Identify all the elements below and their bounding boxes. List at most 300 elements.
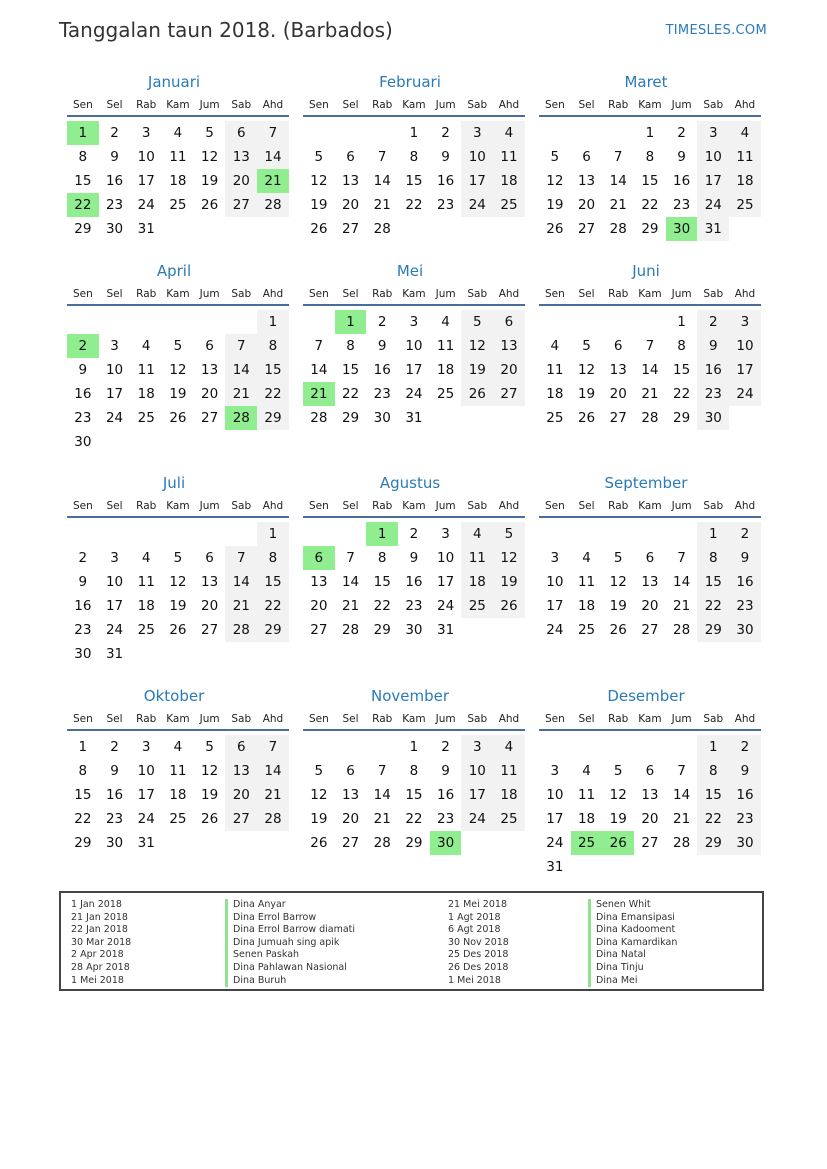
month-name: April (156, 262, 192, 280)
empty-cell (99, 310, 131, 334)
day-cell: 8 (377, 550, 387, 566)
weekday-label: Sab (467, 288, 488, 300)
day-cell: 31 (405, 410, 423, 426)
month-name: Juni (632, 262, 660, 280)
day-cell: 22 (697, 807, 729, 831)
day-cell: 4 (493, 735, 525, 759)
day-cell: 28 (373, 221, 391, 237)
day-cell: 15 (74, 173, 92, 189)
weekday-header (539, 498, 761, 518)
legend-date: 1 Mei 2018 (71, 974, 124, 986)
day-cell: 15 (373, 574, 391, 590)
day-cell: 3 (550, 550, 560, 566)
weekday-header (67, 97, 289, 117)
day-cell: 29 (405, 835, 423, 851)
weekday-label: Ahd (262, 99, 284, 111)
empty-cell (130, 310, 162, 334)
day-cell: 11 (729, 145, 761, 169)
day-cell: 10 (405, 338, 423, 354)
day-cell: 24 (105, 622, 124, 638)
empty-cell (67, 522, 99, 546)
legend-date: 6 Agt 2018 (448, 924, 501, 936)
day-cell: 21 (225, 382, 257, 406)
day-cell: 17 (137, 787, 155, 803)
day-cell: 29 (74, 221, 92, 237)
day-cell: 3 (110, 338, 119, 354)
legend-holiday-name: Dina Natal (588, 949, 677, 962)
day-cell: 13 (493, 334, 525, 358)
holiday-day-cell: 1 (67, 121, 99, 145)
day-cell: 20 (641, 598, 659, 614)
weekday-label: Sen (72, 288, 93, 300)
day-cell: 23 (373, 386, 391, 402)
weekday-header (539, 97, 761, 117)
weekday-label: Kam (638, 713, 662, 725)
day-cell: 11 (577, 574, 596, 590)
day-cell: 6 (205, 338, 214, 354)
day-cell: 2 (677, 125, 686, 141)
day-cell: 19 (493, 570, 525, 594)
day-cell: 14 (641, 362, 659, 378)
day-cell: 1 (409, 739, 419, 755)
empty-cell (571, 310, 603, 334)
empty-cell (67, 310, 99, 334)
month-maret (539, 72, 761, 241)
month-name: Oktober (143, 687, 205, 705)
day-cell: 24 (546, 622, 564, 638)
day-cell: 30 (74, 434, 92, 450)
day-cell: 22 (257, 594, 289, 618)
weekday-label: Kam (166, 288, 190, 300)
legend-holiday-name: Dina Pahlawan Nasional (225, 962, 355, 975)
empty-cell (225, 522, 257, 546)
month-november (303, 686, 525, 855)
day-cell: 9 (697, 334, 729, 358)
day-cell: 14 (673, 787, 691, 803)
day-cell: 26 (310, 835, 328, 851)
day-cell: 28 (257, 807, 289, 831)
day-cell: 17 (105, 386, 124, 402)
weekday-label: Rab (136, 99, 157, 111)
day-cell: 3 (461, 735, 493, 759)
day-cell: 27 (493, 382, 525, 406)
day-cell: 19 (310, 197, 328, 213)
month-oktober (67, 686, 289, 855)
day-cell: 21 (673, 811, 691, 827)
day-cell: 9 (110, 763, 119, 779)
day-cell: 5 (314, 149, 324, 165)
day-cell: 16 (673, 173, 691, 189)
weekday-header (539, 286, 761, 306)
month-name: Mei (396, 262, 424, 280)
weekday-label: Kam (166, 713, 190, 725)
day-cell: 20 (225, 783, 257, 807)
day-cell: 29 (257, 406, 289, 430)
day-cell: 6 (582, 149, 591, 165)
legend-holiday-name: Dina Jumuah sing apik (225, 937, 355, 950)
day-cell: 24 (729, 382, 761, 406)
day-cell: 23 (105, 197, 124, 213)
day-cell: 20 (310, 598, 328, 614)
empty-cell (539, 310, 571, 334)
day-cell: 25 (169, 197, 187, 213)
legend-holiday-name: Dina Kadooment (588, 924, 677, 937)
empty-cell (539, 121, 571, 145)
day-cell: 24 (697, 193, 729, 217)
day-cell: 30 (405, 622, 423, 638)
day-cell: 2 (377, 314, 387, 330)
day-cell: 23 (74, 622, 92, 638)
day-cell: 31 (105, 646, 124, 662)
day-cell: 4 (141, 550, 151, 566)
weekday-label: Sel (578, 99, 595, 111)
day-cell: 16 (437, 173, 455, 189)
holiday-day-cell: 1 (335, 310, 367, 334)
month-name: September (604, 474, 688, 492)
holiday-day-cell: 25 (571, 831, 603, 855)
day-cell: 6 (645, 763, 655, 779)
day-cell: 10 (105, 362, 124, 378)
day-cell: 25 (169, 811, 187, 827)
day-cell: 21 (609, 197, 627, 213)
day-cell: 18 (577, 598, 596, 614)
weekday-label: Kam (638, 500, 662, 512)
day-cell: 8 (346, 338, 355, 354)
day-cell: 12 (609, 574, 627, 590)
day-cell: 21 (341, 598, 360, 614)
day-cell: 7 (257, 121, 289, 145)
day-cell: 11 (137, 574, 155, 590)
day-cell: 4 (173, 125, 183, 141)
day-cell: 19 (169, 598, 187, 614)
day-cell: 22 (373, 598, 391, 614)
day-cell: 24 (546, 835, 564, 851)
weekday-label: Sen (72, 713, 93, 725)
weekday-label: Sel (578, 713, 595, 725)
weekday-label: Sen (308, 99, 329, 111)
day-cell: 19 (461, 358, 493, 382)
day-cell: 18 (493, 783, 525, 807)
day-cell: 13 (577, 173, 596, 189)
day-cell: 8 (78, 149, 88, 165)
weekday-label: Sen (544, 288, 565, 300)
weekday-label: Rab (136, 288, 157, 300)
weekday-label: Rab (372, 500, 393, 512)
day-cell: 20 (641, 811, 659, 827)
legend-date: 1 Mei 2018 (448, 974, 501, 986)
day-cell: 8 (409, 149, 419, 165)
day-cell: 28 (225, 618, 257, 642)
day-cell: 28 (373, 835, 391, 851)
day-cell: 21 (641, 386, 659, 402)
day-cell: 15 (697, 783, 729, 807)
day-cell: 2 (729, 735, 761, 759)
day-cell: 25 (437, 386, 455, 402)
day-cell: 26 (577, 410, 596, 426)
month-name: Desember (607, 687, 685, 705)
day-cell: 8 (697, 546, 729, 570)
day-cell: 26 (169, 622, 187, 638)
brand-link[interactable]: TIMESLES.COM (665, 23, 767, 38)
day-cell: 14 (310, 362, 328, 378)
weekday-header (303, 498, 525, 518)
day-cell: 12 (201, 763, 219, 779)
holiday-day-cell: 30 (666, 217, 698, 241)
day-cell: 13 (609, 362, 627, 378)
day-cell: 25 (137, 622, 155, 638)
day-cell: 8 (78, 763, 88, 779)
weekday-label: Rab (608, 288, 629, 300)
weekday-label: Sel (342, 288, 359, 300)
month-juni (539, 261, 761, 430)
day-cell: 8 (257, 546, 289, 570)
day-cell: 19 (577, 386, 596, 402)
weekday-label: Sab (231, 500, 252, 512)
day-cell: 16 (105, 787, 124, 803)
day-cell: 10 (461, 145, 493, 169)
day-cell: 15 (257, 570, 289, 594)
day-cell: 5 (613, 550, 623, 566)
weekday-label: Sen (308, 288, 329, 300)
day-cell: 17 (461, 169, 493, 193)
weekday-label: Sab (703, 500, 724, 512)
month-name: Januari (147, 73, 201, 91)
empty-cell (571, 121, 603, 145)
weekday-header (303, 97, 525, 117)
month-name: Agustus (379, 474, 441, 492)
day-cell: 27 (641, 622, 659, 638)
weekday-label: Sen (308, 713, 329, 725)
holiday-day-cell: 22 (67, 193, 99, 217)
holiday-day-cell: 2 (67, 334, 99, 358)
day-cell: 20 (341, 197, 360, 213)
weekday-label: Kam (402, 713, 426, 725)
month-agustus (303, 473, 525, 642)
day-cell: 18 (137, 598, 155, 614)
day-cell: 20 (201, 386, 219, 402)
weekday-header (67, 711, 289, 731)
day-cell: 26 (201, 811, 219, 827)
weekday-label: Kam (638, 288, 662, 300)
empty-cell (335, 735, 367, 759)
day-cell: 16 (729, 570, 761, 594)
empty-cell (130, 522, 162, 546)
empty-cell (666, 522, 698, 546)
empty-cell (634, 310, 666, 334)
day-cell: 17 (137, 173, 155, 189)
legend-holiday-name: Dina Buruh (225, 975, 355, 988)
day-cell: 27 (341, 835, 360, 851)
day-cell: 17 (729, 358, 761, 382)
day-cell: 20 (577, 197, 596, 213)
day-grid (67, 310, 289, 454)
legend-dates-left (71, 899, 131, 987)
day-cell: 8 (257, 334, 289, 358)
day-cell: 7 (225, 546, 257, 570)
legend-names-left (225, 899, 355, 987)
day-cell: 2 (441, 125, 450, 141)
weekday-label: Jum (435, 288, 456, 300)
day-cell: 24 (405, 386, 423, 402)
day-cell: 5 (461, 310, 493, 334)
weekday-label: Sab (467, 500, 488, 512)
day-cell: 10 (461, 759, 493, 783)
legend-holiday-name: Dina Anyar (225, 899, 355, 912)
day-cell: 12 (493, 546, 525, 570)
day-cell: 20 (225, 169, 257, 193)
weekday-label: Kam (402, 288, 426, 300)
day-cell: 6 (225, 121, 257, 145)
weekday-label: Jum (199, 99, 220, 111)
day-cell: 31 (137, 835, 155, 851)
day-cell: 6 (225, 735, 257, 759)
month-januari (67, 72, 289, 241)
day-cell: 16 (729, 783, 761, 807)
weekday-label: Jum (199, 500, 220, 512)
day-cell: 14 (257, 145, 289, 169)
day-cell: 3 (110, 550, 119, 566)
legend-date: 26 Des 2018 (448, 961, 509, 973)
day-cell: 16 (74, 386, 92, 402)
day-cell: 16 (697, 358, 729, 382)
weekday-label: Rab (608, 99, 629, 111)
day-cell: 14 (341, 574, 360, 590)
day-cell: 9 (110, 149, 119, 165)
day-cell: 5 (173, 550, 183, 566)
weekday-label: Jum (435, 713, 456, 725)
day-cell: 14 (225, 570, 257, 594)
day-cell: 23 (437, 811, 455, 827)
day-cell: 4 (173, 739, 183, 755)
day-cell: 27 (201, 410, 219, 426)
day-cell: 15 (341, 362, 360, 378)
empty-cell (225, 310, 257, 334)
empty-cell (303, 310, 335, 334)
weekday-label: Sen (544, 500, 565, 512)
legend-date: 1 Jan 2018 (71, 899, 122, 910)
weekday-label: Sel (578, 500, 595, 512)
weekday-label: Jum (199, 288, 220, 300)
weekday-header (67, 286, 289, 306)
empty-cell (335, 121, 367, 145)
day-cell: 17 (461, 783, 493, 807)
weekday-header (303, 286, 525, 306)
day-cell: 2 (110, 739, 119, 755)
empty-cell (571, 522, 603, 546)
day-cell: 25 (493, 807, 525, 831)
weekday-label: Jum (435, 500, 456, 512)
empty-cell (602, 522, 634, 546)
day-cell: 14 (373, 787, 391, 803)
day-cell: 18 (577, 811, 596, 827)
day-cell: 17 (437, 574, 455, 590)
legend-holiday-name: Dina Errol Barrow (225, 912, 355, 925)
day-grid (67, 522, 289, 666)
day-cell: 18 (169, 787, 187, 803)
weekday-label: Rab (372, 713, 393, 725)
weekday-label: Sel (342, 713, 359, 725)
day-cell: 9 (441, 149, 450, 165)
legend-holiday-name: Senen Whit (588, 899, 677, 912)
weekday-label: Sen (544, 713, 565, 725)
day-cell: 30 (729, 831, 761, 855)
empty-cell (162, 310, 194, 334)
weekday-label: Sen (308, 500, 329, 512)
day-grid (303, 310, 525, 430)
day-grid (67, 121, 289, 241)
weekday-label: Sab (467, 99, 488, 111)
day-cell: 8 (645, 149, 655, 165)
day-cell: 27 (641, 835, 659, 851)
day-cell: 2 (697, 310, 729, 334)
day-cell: 11 (546, 362, 564, 378)
empty-cell (539, 522, 571, 546)
day-cell: 3 (141, 125, 151, 141)
weekday-label: Rab (608, 713, 629, 725)
day-cell: 9 (729, 759, 761, 783)
day-cell: 13 (201, 574, 219, 590)
day-cell: 31 (437, 622, 455, 638)
day-cell: 11 (169, 149, 187, 165)
weekday-label: Ahd (498, 99, 520, 111)
day-cell: 24 (461, 807, 493, 831)
day-cell: 12 (461, 334, 493, 358)
day-cell: 1 (697, 522, 729, 546)
day-cell: 1 (409, 125, 419, 141)
day-cell: 15 (641, 173, 659, 189)
month-name: Juli (162, 474, 186, 492)
day-grid (539, 310, 761, 430)
day-cell: 20 (609, 386, 627, 402)
empty-cell (99, 522, 131, 546)
day-cell: 16 (405, 574, 423, 590)
day-cell: 1 (257, 522, 289, 546)
day-cell: 28 (341, 622, 360, 638)
day-cell: 24 (137, 811, 155, 827)
day-cell: 28 (257, 193, 289, 217)
legend-holiday-name: Dina Emansipasi (588, 912, 677, 925)
empty-cell (602, 121, 634, 145)
day-cell: 30 (74, 646, 92, 662)
empty-cell (634, 735, 666, 759)
day-cell: 21 (373, 811, 391, 827)
day-cell: 9 (409, 550, 419, 566)
day-cell: 22 (641, 197, 659, 213)
day-cell: 18 (169, 173, 187, 189)
day-cell: 7 (225, 334, 257, 358)
day-cell: 3 (409, 314, 419, 330)
day-cell: 26 (546, 221, 564, 237)
day-cell: 10 (546, 574, 564, 590)
day-cell: 14 (225, 358, 257, 382)
weekday-label: Kam (402, 500, 426, 512)
day-cell: 19 (201, 787, 219, 803)
day-cell: 15 (697, 570, 729, 594)
day-cell: 12 (169, 362, 187, 378)
day-cell: 27 (341, 221, 360, 237)
day-cell: 22 (697, 594, 729, 618)
empty-cell (194, 522, 226, 546)
weekday-label: Jum (671, 288, 692, 300)
day-cell: 23 (437, 197, 455, 213)
month-name: November (370, 687, 450, 705)
month-name: Maret (624, 73, 668, 91)
day-cell: 4 (582, 763, 591, 779)
day-cell: 13 (225, 759, 257, 783)
weekday-label: Rab (608, 500, 629, 512)
day-cell: 19 (310, 811, 328, 827)
day-cell: 23 (405, 598, 423, 614)
